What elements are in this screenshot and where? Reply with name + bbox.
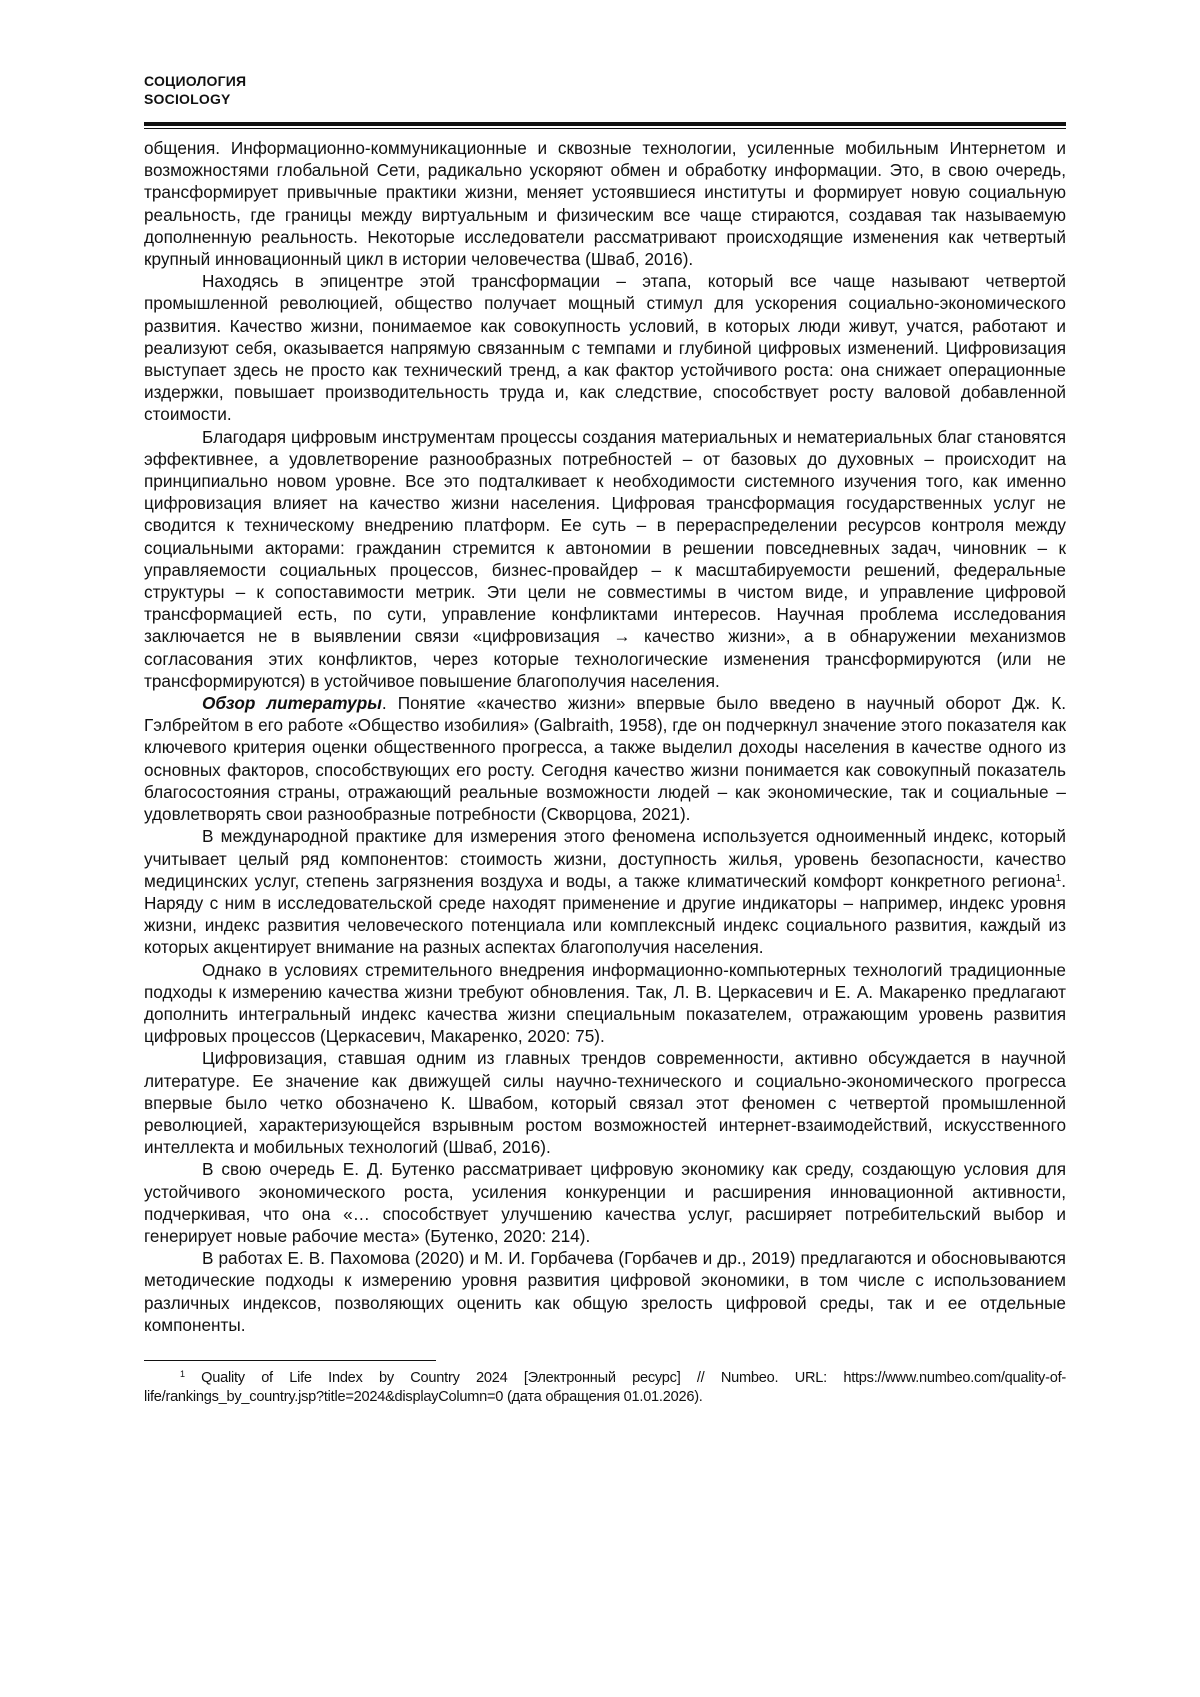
section-lead-in: Обзор литературы	[202, 693, 382, 714]
section-title-ru: СОЦИОЛОГИЯ	[144, 73, 247, 89]
paragraph: В работах Е. В. Пахомова (2020) и М. И. Горбачева (Горбачев и др., 2019) предлагаются и обосновываются методические подходы к измерению уровня развития цифровой экономики, в том числе с использованием различных индексов, позволяющих оценить как общую зрелость цифровой среды, так и ее отдельные компоненты.	[144, 1248, 1066, 1335]
header-rule-thin	[144, 128, 1066, 129]
section-title-en: SOCIOLOGY	[144, 91, 231, 107]
footnote-reference[interactable]: 1	[1055, 872, 1062, 884]
paragraph: В свою очередь Е. Д. Бутенко рассматривает цифровую экономику как среду, создающую условия для устойчивого экономического роста, усиления конкуренции и расширения инновационной активности, подчеркивая, что она «… способствует улучшению качества услуг, расширяет потребительский выбор и генерирует новые рабочие места» (Бутенко, 2020: 214).	[144, 1159, 1066, 1246]
footnote	[144, 1369, 1066, 1407]
paragraph-continuation: общения. Информационно-коммуникационные и сквозные технологии, усиленные мобильным Интернетом и возможностями глобальной Сети, радикально ускоряют обмен и обработку информации. Это, в свою очередь, трансформирует привычные практики жизни, меняет устоявшиеся институты и формирует новую социальную реальность, где границы между виртуальным и физическим все чаще стираются, создавая так называемую дополненную реальность. Некоторые исследователи рассматривают происходящие изменения как четвертый крупный инновационный цикл в истории человечества (Шваб, 2016).	[144, 138, 1066, 270]
paragraph-literature-review	[144, 692, 1066, 825]
footnote-rule	[144, 1360, 436, 1362]
journal-page	[144, 72, 1066, 1407]
article-body	[144, 137, 1066, 1336]
paragraph	[144, 825, 1066, 958]
paragraph-text: В международной практике для измерения этого феномена используется одноименный индекс, который учитывает целый ряд компонентов: стоимость жизни, доступность жилья, уровень безопасности, качество медицинских услуг, степень загрязнения воздуха и воды, а также климатический комфорт конкретного региона	[144, 826, 1066, 891]
paragraph: Находясь в эпицентре этой трансформации – этапа, который все чаще называют четвертой промышленной революцией, общество получает мощный стимул для ускорения социально-экономического развития. Качество жизни, понимаемое как совокупность условий, в которых люди живут, учатся, работают и реализуют себя, оказывается напрямую связанным с темпами и глубиной цифровых изменений. Цифровизация выступает здесь не просто как технический тренд, а как фактор устойчивого роста: она снижает операционные издержки, повышает производительность труда и, как следствие, способствует росту валовой добавленной стоимости.	[144, 271, 1066, 425]
header-rule-thick	[144, 122, 1066, 126]
paragraph-text: . Понятие «качество жизни» впервые было введено в научный оборот Дж. К. Гэлбрейтом в его работе «Общество изобилия» (Galbraith, 1958), где он подчеркнул значение этого показателя как ключевого критерия оценки общественного прогресса, а также выделил доходы населения в качестве одного из основных факторов, способствующих его росту. Сегодня качество жизни понимается как совокупный показатель благосостояния страны, отражающий реальные возможности людей – как экономические, так и социальные – удовлетворять свои разнообразные потребности (Скворцова, 2021).	[144, 693, 1066, 825]
paragraph: Однако в условиях стремительного внедрения информационно-компьютерных технологий традиционные подходы к измерению качества жизни требуют обновления. Так, Л. В. Церкасевич и Е. А. Макаренко предлагают дополнить интегральный индекс качества жизни специальным показателем, отражающим уровень развития цифровых процессов (Церкасевич, Макаренко, 2020: 75).	[144, 959, 1066, 1047]
footnote-mark: 1	[180, 1369, 185, 1380]
paragraph: Благодаря цифровым инструментам процессы создания материальных и нематериальных благ становятся эффективнее, а удовлетворение разнообразных потребностей – от базовых до духовных – происходит на принципиально новом уровне. Все это подталкивает к необходимости системного изучения того, как именно цифровизация влияет на качество жизни населения. Цифровая трансформация государственных услуг не сводится к техническому внедрению платформ. Ее суть – в перераспределении ресурсов контроля между социальными акторами: гражданин стремится к автономии в решении повседневных задач, чиновник – к управляемости социальных процессов, бизнес-провайдер – к масштабируемости решений, федеральные структуры – к сопоставимости метрик. Эти цели не совместимы в чистом виде, и управление цифровой трансформацией есть, по сути, управление конфликтами интересов. Научная проблема исследования заключается не в выявлении связи «цифровизация → качество жизни», а в обнаружении механизмов согласования этих конфликтов, через которые технологические изменения трансформируются (или не трансформируются) в устойчивое повышение благополучия населения.	[144, 426, 1066, 691]
paragraph: Цифровизация, ставшая одним из главных трендов современности, активно обсуждается в научной литературе. Ее значение как движущей силы научно-технического и социально-экономического прогресса впервые было четко обозначено К. Швабом, который связал этот феномен с четвертой промышленной революцией, характеризующейся взрывным ростом возможностей интернет-взаимодействий, искусственного интеллекта и мобильных технологий (Шваб, 2016).	[144, 1048, 1066, 1158]
paragraph-text: . Наряду с ним в исследовательской среде находят применение и другие индикаторы – например, индекс уровня жизни, индекс развития человеческого потенциала или комплексный индекс социального развития, каждый из которых акцентирует внимание на разных аспектах благополучия населения.	[144, 870, 1066, 958]
running-head	[144, 72, 1066, 108]
footnote-text: Quality of Life Index by Country 2024 [Электронный ресурс] // Numbeo. URL: https://www.numbeo.com/quality-of-life/rankings_by_country.jsp?title=2024&displayColumn=0 (дата обращения 01.01.2026).	[144, 1370, 1066, 1406]
